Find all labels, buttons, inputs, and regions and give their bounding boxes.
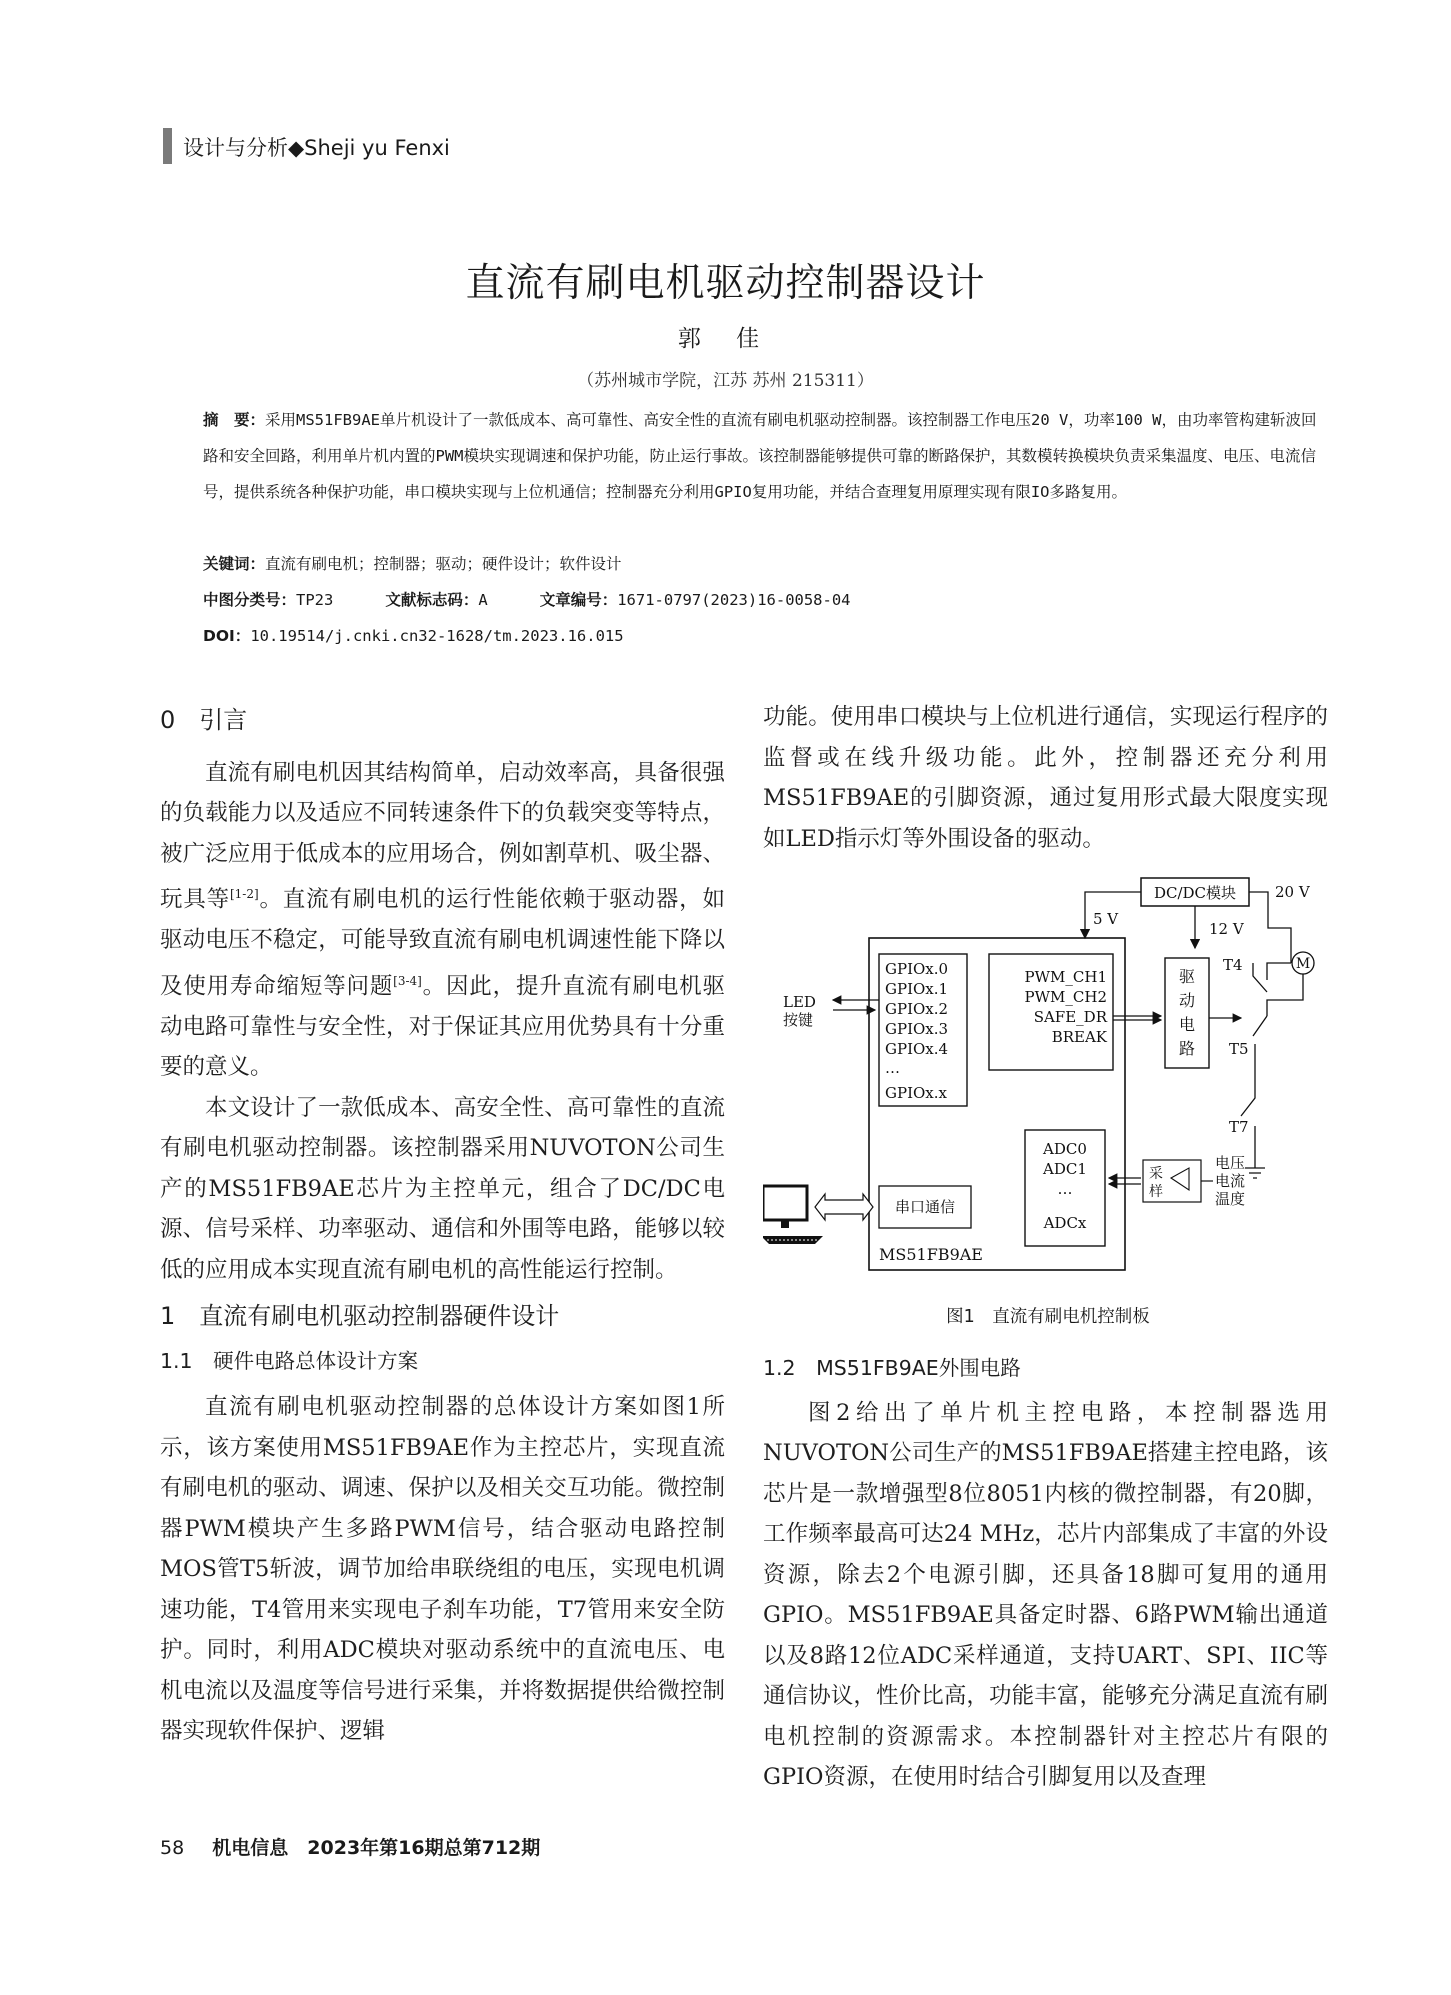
driver-char: 路 xyxy=(1178,1039,1196,1058)
paper-title: 直流有刷电机驱动控制器设计 xyxy=(465,261,986,306)
paragraph: 直流有刷电机驱动控制器的总体设计方案如图1所示，该方案使用MS51FB9AE作为主控芯片，实现直流有刷电机的驱动、调速、保护以及相关交互功能。微控制器PWM模块产生多路PWM信号，结合驱动电路控制MOS管T5斩波，调节加给串联绕组的电压，实现电机调速功能，T4管用来实现电子刹车功能，T7管用来安全防护。同时，利用ADC模块对驱动系统中的直流电压、电机电流以及温度等信号进行采集，并将数据提供给微控制器实现软件保护、逻辑 xyxy=(160,1394,725,1744)
v12-label: 12 V xyxy=(1209,920,1244,938)
key-label: 按键 xyxy=(783,1011,814,1029)
citation: [3-4] xyxy=(393,973,422,988)
v5-label: 5 V xyxy=(1093,910,1119,928)
section-0-heading: 0 引言 xyxy=(160,706,248,734)
paragraph: 图2给出了单片机主控电路，本控制器选用NUVOTON公司生产的MS51FB9AE搭建主控电路，该芯片是一款增强型8位8051内核的微控制器，有20脚，工作频率最高可达24 MHz，芯片内部集成了丰富的外设资源，除去2个电源引脚，还具备18脚可复用的通用GPIO。MS51FB9AE具备定时器、6路PWM输出通道以及8路12位ADC采样通道，支持UART、SPI、IIC等通信协议，性价比高，功能丰富，能够充分满足直流有刷电机控制的资源需求。本控制器针对主控芯片有限的GPIO资源，在使用时结合引脚复用以及查理 xyxy=(763,1399,1328,1790)
keywords xyxy=(203,546,1328,582)
t7-label: T7 xyxy=(1229,1118,1249,1136)
author: 郭 佳 xyxy=(677,326,774,352)
doccode-label: 文献标志码： xyxy=(385,591,479,609)
pwm-label: PWM_CH1 xyxy=(1024,968,1107,986)
pwm-label: BREAK xyxy=(1051,1028,1107,1046)
paragraph: 直流有刷电机因其结构简单，启动效率高，具备很强的负载能力以及适应不同转速条件下的负载突变等特点，被广泛应用于低成本的应用场合，例如割草机、吸尘器、玩具等[1-2]。直流有刷电机的运行性能依赖于驱动器，如驱动电压不稳定，可能导致直流有刷电机调速性能下降以及使用寿命缩短等问题[3-4]。因此，提升直流有刷电机驱动电路可靠性与安全性，对于保证其应用优势具有十分重要的意义。 xyxy=(160,759,725,1080)
section-label: 设计与分析◆Sheji yu Fenxi xyxy=(183,136,450,160)
gpio-label: GPIOx.4 xyxy=(885,1040,949,1058)
sample-char: 样 xyxy=(1149,1184,1163,1200)
section-1-heading: 1 直流有刷电机驱动控制器硬件设计 xyxy=(160,1302,560,1330)
figure-1-block-diagram xyxy=(763,868,1333,1288)
computer-icon xyxy=(763,1186,823,1244)
keywords-text: 直流有刷电机；控制器；驱动；硬件设计；软件设计 xyxy=(265,555,622,573)
section-1-1-heading: 1.1 硬件电路总体设计方案 xyxy=(160,1348,419,1373)
driver-char: 驱 xyxy=(1178,967,1196,986)
gpio-label: GPIOx.1 xyxy=(885,980,949,998)
dcdc-label: DC/DC模块 xyxy=(1153,884,1237,902)
articleno-label: 文章编号： xyxy=(539,591,618,609)
chip-label: MS51FB9AE xyxy=(879,1245,983,1264)
doi-value: 10.19514/j.cnki.cn32-1628/tm.2023.16.015 xyxy=(250,627,624,645)
left-column xyxy=(160,700,725,1752)
pwm-label: PWM_CH2 xyxy=(1024,988,1107,1006)
gpio-label: GPIOx.2 xyxy=(885,1000,949,1018)
abstract-text: 采用MS51FB9AE单片机设计了一款低成本、高可靠性、高安全性的直流有刷电机驱动控制器。该控制器工作电压20 V，功率100 W，由功率管构建斩波回路和安全回路，利用单片机内置的PWM模块实现调速和保护功能，防止运行事故。该控制器能够提供可靠的断路保护，其数模转换模块负责采集温度、电压、电流信号，提供系统各种保护功能，串口模块实现与上位机通信；控制器充分利用GPIO复用功能，并结合查理复用原理实现有限IO多路复用。 xyxy=(203,411,1317,501)
right-column-bottom xyxy=(763,1348,1328,1798)
driver-char: 动 xyxy=(1178,991,1196,1010)
doi-line xyxy=(203,618,1328,654)
motor-label: M xyxy=(1295,956,1311,972)
led-label: LED xyxy=(783,993,816,1011)
serial-label: 串口通信 xyxy=(894,1198,956,1216)
keywords-label: 关键词： xyxy=(203,555,266,573)
pwm-label: SAFE_DR xyxy=(1033,1008,1107,1026)
sample-char: 采 xyxy=(1149,1166,1163,1182)
section-1-2-heading: 1.2 MS51FB9AE外围电路 xyxy=(763,1356,1021,1380)
sense-label: 温度 xyxy=(1215,1190,1246,1208)
articleno-value: 1671-0797(2023)16-0058-04 xyxy=(617,591,851,609)
page-number: 58 xyxy=(160,1837,185,1859)
driver-char: 电 xyxy=(1178,1015,1196,1034)
right-column-top xyxy=(763,697,1328,859)
gpio-label: GPIOx.x xyxy=(885,1084,947,1102)
paragraph: 功能。使用串口模块与上位机进行通信，实现运行程序的监督或在线升级功能。此外，控制器还充分利用MS51FB9AE的引脚资源，通过复用形式最大限度实现如LED指示灯等外围设备的驱动。 xyxy=(763,704,1328,852)
figure-1-caption: 图1 直流有刷电机控制板 xyxy=(946,1307,1150,1327)
clc-value: TP23 xyxy=(296,591,334,609)
abstract xyxy=(203,402,1328,510)
adc-label: … xyxy=(1057,1180,1073,1198)
gpio-label: GPIOx.0 xyxy=(885,960,949,978)
gpio-label: … xyxy=(885,1059,900,1077)
citation: [1-2] xyxy=(229,887,259,901)
adc-label: ADC1 xyxy=(1043,1160,1087,1178)
journal-issue: 机电信息 2023年第16期总第712期 xyxy=(212,1837,541,1859)
paragraph: 本文设计了一款低成本、高安全性、高可靠性的直流有刷电机驱动控制器。该控制器采用NUVOTON公司生产的MS51FB9AE芯片为主控单元，组合了DC/DC电源、信号采样、功率驱动、通信和外围等电路，能够以较低的应用成本实现直流有刷电机的高性能运行控制。 xyxy=(160,1094,725,1283)
clc-label: 中图分类号： xyxy=(203,591,297,609)
abstract-label: 摘 要： xyxy=(203,411,266,429)
page-footer xyxy=(160,1833,540,1860)
v20-label: 20 V xyxy=(1275,883,1310,901)
classification-line xyxy=(203,582,1328,618)
t4-label: T4 xyxy=(1223,956,1243,974)
sense-label: 电流 xyxy=(1215,1172,1246,1190)
doccode-value: A xyxy=(478,591,488,609)
gpio-labels xyxy=(885,960,948,1102)
gpio-label: GPIOx.3 xyxy=(885,1020,949,1038)
affiliation: （苏州城市学院，江苏 苏州 215311） xyxy=(577,371,874,391)
section-marker-bar xyxy=(163,128,172,164)
sense-label: 电压 xyxy=(1215,1154,1246,1172)
doi-label: DOI： xyxy=(203,627,251,645)
t5-label: T5 xyxy=(1229,1040,1249,1058)
adc-label: ADCx xyxy=(1043,1214,1087,1232)
adc-label: ADC0 xyxy=(1043,1140,1087,1158)
